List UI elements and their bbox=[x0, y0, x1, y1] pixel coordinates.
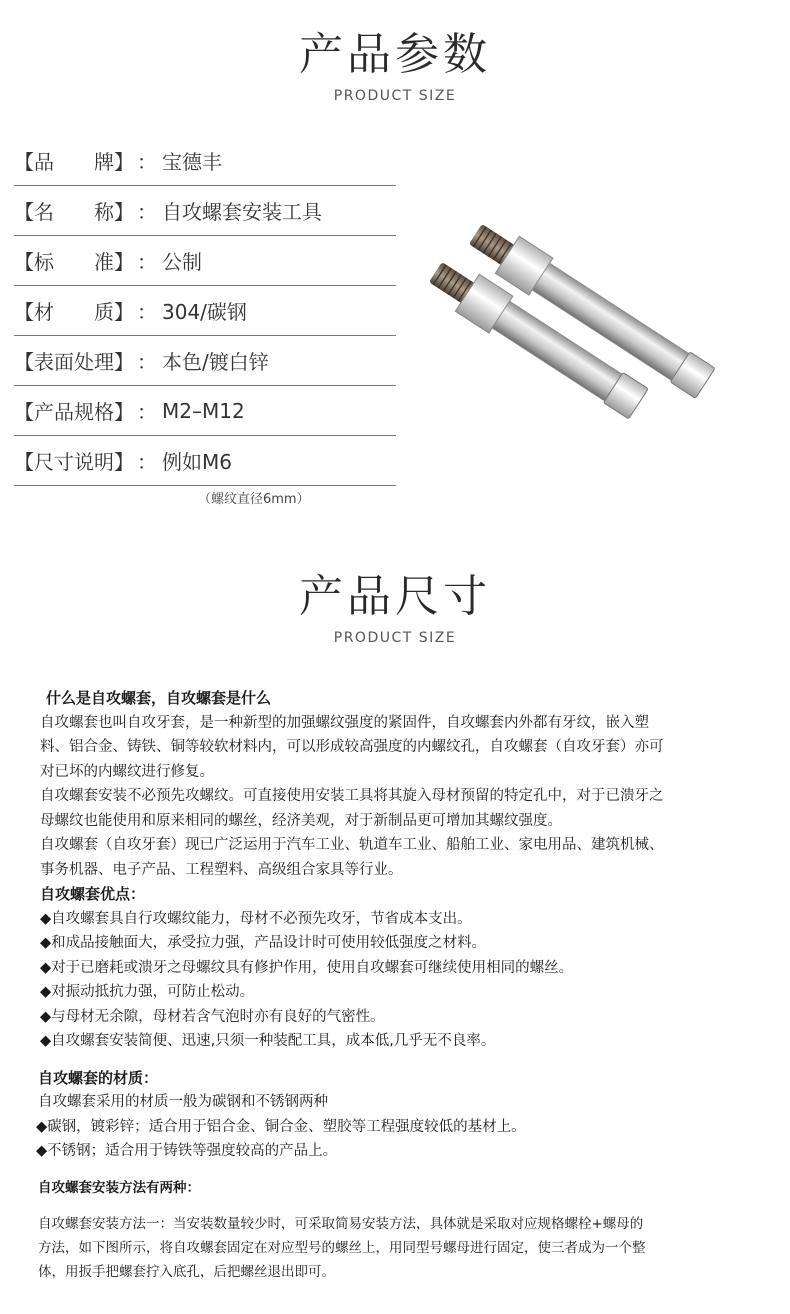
spec-row-brand bbox=[14, 136, 396, 186]
advantage-item: ◆与母材无余隙，母材若含气泡时亦有良好的气密性。 bbox=[40, 1008, 385, 1025]
spec-key: 【名 bbox=[14, 200, 54, 224]
article-heading: 自攻螺套的材质： bbox=[38, 1068, 159, 1087]
article-heading: 什么是自攻螺套，自攻螺套是什么 bbox=[46, 689, 272, 707]
section-title-params: 产品参数 bbox=[299, 29, 491, 80]
advantage-item: ◆对振动抵抗力强，可防止松动。 bbox=[40, 984, 255, 1000]
spec-sep: ： bbox=[137, 450, 157, 474]
spec-key: 【标 bbox=[14, 250, 54, 274]
article-line: 料、铝合金、铸铁、铜等较软材料内，可以形成较高强度的内螺纹孔，自攻螺套（自攻牙套）亦可 bbox=[40, 739, 664, 755]
spec-row-material bbox=[14, 286, 396, 336]
material-item: ◆不锈钢；适合用于铸铁等强度较高的产品上。 bbox=[36, 1143, 338, 1159]
spec-value: 本色/镀白锌 bbox=[162, 350, 269, 374]
spec-key: 牌】 bbox=[94, 150, 134, 174]
material-item: 自攻螺套采用的材质一般为碳钢和不锈钢两种 bbox=[38, 1094, 328, 1110]
spec-sep: ： bbox=[137, 300, 157, 324]
spec-key: 【表面处理】 bbox=[14, 350, 134, 374]
article-line: 母螺纹也能使用和原来相同的螺丝，经济美观，对于新制品更可增加其螺纹强度。 bbox=[40, 812, 562, 829]
article-heading: 自攻螺套安装方法有两种： bbox=[38, 1179, 200, 1196]
section-subtitle-params: PRODUCT SIZE bbox=[333, 88, 457, 104]
article-line: 事务机器、电子产品、工程塑料、高级组合家具等行业。 bbox=[40, 861, 403, 878]
spec-row-spec bbox=[14, 386, 396, 436]
method-line: 自攻螺套安装方法一：当安装数量较少时，可采取简易安装方法，具体就是采取对应规格螺栓+螺母的 bbox=[38, 1215, 644, 1232]
article bbox=[36, 686, 760, 1284]
spec-sep: ： bbox=[137, 200, 157, 224]
spec-key: 【材 bbox=[14, 300, 54, 324]
spec-note: （螺纹直径6mm） bbox=[198, 492, 310, 507]
advantage-item: ◆自攻螺套安装简便、迅速,只须一种装配工具，成本低,几乎无不良率。 bbox=[40, 1033, 496, 1049]
spec-sep: ： bbox=[137, 400, 157, 424]
spec-key: 【品 bbox=[14, 150, 54, 174]
spec-table bbox=[14, 136, 396, 486]
spec-key: 【尺寸说明】 bbox=[14, 450, 134, 474]
spec-value: 公制 bbox=[162, 250, 202, 274]
advantage-item: ◆和成品接触面大，承受拉力强，产品设计时可使用较低强度之材料。 bbox=[40, 935, 487, 951]
section-subtitle-size: PRODUCT SIZE bbox=[333, 630, 457, 646]
spec-row-name bbox=[14, 186, 396, 236]
article-line: 对已坏的内螺纹进行修复。 bbox=[40, 763, 214, 780]
spec-row-standard bbox=[14, 236, 396, 286]
spec-key: 称】 bbox=[94, 200, 134, 224]
method-line: 方法，如下图所示，将自攻螺套固定在对应型号的螺丝上，用同型号螺母进行固定，使三者成为一个整 bbox=[38, 1239, 646, 1256]
spec-sep: ： bbox=[137, 250, 157, 274]
spec-value: 例如M6 bbox=[162, 450, 232, 474]
spec-value: 宝德丰 bbox=[162, 150, 222, 174]
spec-value: 自攻螺套安装工具 bbox=[162, 200, 322, 224]
spec-row-size bbox=[14, 436, 396, 486]
material-item: ◆碳钢，镀彩锌；适合用于铝合金、铜合金、塑胶等工程强度较低的基材上。 bbox=[36, 1118, 526, 1135]
spec-key: 准】 bbox=[94, 250, 134, 274]
advantage-item: ◆自攻螺套具自行攻螺纹能力，母材不必预先攻牙，节省成本支出。 bbox=[40, 910, 472, 927]
method-line: 体，用扳手把螺套拧入底孔，后把螺丝退出即可。 bbox=[38, 1263, 335, 1280]
spec-value: 304/碳钢 bbox=[162, 300, 247, 324]
product-image bbox=[420, 196, 760, 456]
spec-sep: ： bbox=[137, 350, 157, 374]
advantage-item: ◆对于已磨耗或溃牙之母螺纹具有修护作用，使用自攻螺套可继续使用相同的螺丝。 bbox=[40, 959, 574, 976]
spec-key: 质】 bbox=[94, 300, 134, 324]
spec-key: 【产品规格】 bbox=[14, 400, 134, 424]
spec-value: M2–M12 bbox=[162, 398, 245, 423]
article-heading: 自攻螺套优点： bbox=[40, 885, 146, 903]
section-title-size: 产品尺寸 bbox=[299, 571, 491, 622]
article-line: 自攻螺套也叫自攻牙套，是一种新型的加强螺纹强度的紧固件，自攻螺套内外都有牙纹，嵌入塑 bbox=[40, 714, 649, 731]
article-line: 自攻螺套安装不必预先攻螺纹。可直接使用安装工具将其旋入母材预留的特定孔中，对于已溃牙之 bbox=[40, 788, 664, 804]
spec-sep: ： bbox=[137, 150, 157, 174]
article-line: 自攻螺套（自攻牙套）现已广泛运用于汽车工业、轨道车工业、船舶工业、家电用品、建筑机械、 bbox=[40, 837, 664, 853]
spec-row-surface bbox=[14, 336, 396, 386]
